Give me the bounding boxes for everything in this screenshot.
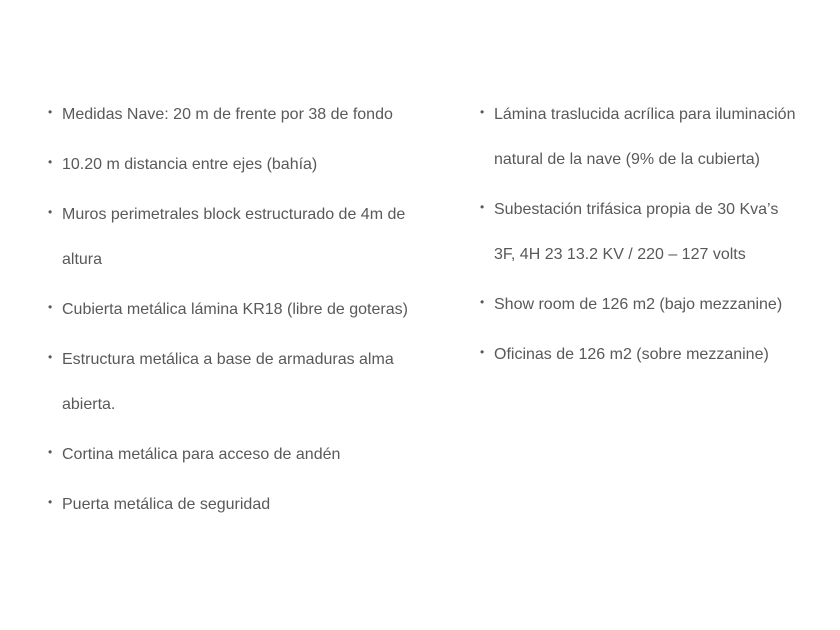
list-item-text: Puerta metálica de seguridad bbox=[62, 496, 271, 513]
list-item-text: 10.20 m distancia entre ejes (bahía) bbox=[62, 156, 318, 173]
list-item-text: Cubierta metálica lámina KR18 (libre de goteras) bbox=[62, 301, 408, 318]
bullet-icon: • bbox=[48, 105, 53, 119]
list-item bbox=[48, 92, 428, 137]
list-item bbox=[48, 192, 428, 282]
features-list-left bbox=[48, 92, 428, 532]
list-item-text: Show room de 126 m2 (bajo mezzanine) bbox=[494, 296, 783, 313]
list-item-text: Medidas Nave: 20 m de frente por 38 de fondo bbox=[62, 106, 393, 123]
features-list-right bbox=[480, 92, 800, 382]
list-item bbox=[48, 287, 428, 332]
bullet-icon: • bbox=[48, 495, 53, 509]
bullet-icon: • bbox=[480, 105, 485, 119]
list-item bbox=[48, 337, 428, 427]
list-item bbox=[480, 332, 800, 377]
list-item bbox=[48, 482, 428, 527]
bullet-icon: • bbox=[48, 300, 53, 314]
bullet-icon: • bbox=[48, 205, 53, 219]
list-item-text: Estructura metálica a base de armaduras alma abierta. bbox=[62, 351, 394, 413]
bullet-icon: • bbox=[48, 155, 53, 169]
list-item bbox=[480, 282, 800, 327]
bullet-icon: • bbox=[480, 345, 485, 359]
list-item-text: Muros perimetrales block estructurado de 4m de altura bbox=[62, 206, 406, 268]
list-item-text: Lámina traslucida acrílica para iluminación natural de la nave (9% de la cubierta) bbox=[494, 106, 796, 168]
bullet-icon: • bbox=[480, 200, 485, 214]
list-item bbox=[48, 432, 428, 477]
bullet-icon: • bbox=[48, 445, 53, 459]
list-item-text: Subestación trifásica propia de 30 Kva’s 3F, 4H 23 13.2 KV / 220 – 127 volts bbox=[494, 201, 779, 263]
list-item bbox=[480, 187, 800, 277]
list-item bbox=[480, 92, 800, 182]
list-item-text: Cortina metálica para acceso de andén bbox=[62, 446, 341, 463]
bullet-icon: • bbox=[48, 350, 53, 364]
list-item-text: Oficinas de 126 m2 (sobre mezzanine) bbox=[494, 346, 769, 363]
bullet-icon: • bbox=[480, 295, 485, 309]
list-item bbox=[48, 142, 428, 187]
